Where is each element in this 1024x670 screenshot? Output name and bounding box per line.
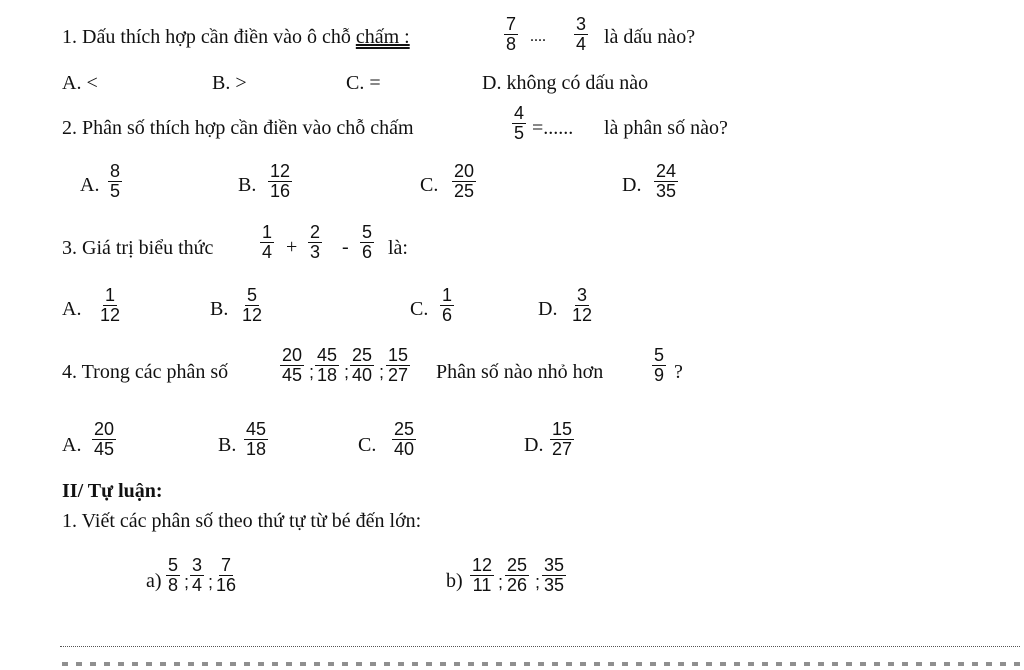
numerator: 20 [454,161,475,181]
q3-option-b-label[interactable]: B. [210,298,229,320]
q3-option-c-fraction[interactable] [440,286,454,325]
q4-option-b-fraction[interactable] [244,420,268,459]
q4-list-fraction-4 [386,346,410,385]
numerator: 45 [317,345,338,365]
denominator: 8 [506,34,517,54]
q1-option-b[interactable]: B. > [212,72,247,94]
q1-underlined-text: chấm : [355,26,410,48]
q4-separator: ; [344,362,350,382]
q2-option-b-fraction[interactable] [268,162,292,201]
question-3-prompt: 3. Giá trị biểu thức [62,237,214,259]
numerator: 25 [507,555,528,575]
q1-option-a[interactable]: A. < [62,72,98,94]
denominator: 4 [576,34,587,54]
q1-fraction-1 [504,15,518,54]
q3-tail: là: [388,237,408,259]
numerator: 2 [310,222,321,242]
part-a-fraction-1 [166,556,180,595]
numerator: 15 [388,345,409,365]
q4-compare-fraction [652,346,666,385]
q4-separator: ; [379,362,385,382]
denominator: 40 [352,365,373,385]
q4-option-d-fraction[interactable] [550,420,574,459]
denominator: 40 [394,439,415,459]
numerator: 25 [352,345,373,365]
numerator: 7 [221,555,232,575]
denominator: 45 [282,365,303,385]
numerator: 5 [362,222,373,242]
q1-option-d[interactable]: D. không có dấu nào [482,72,649,94]
q3-option-a-fraction[interactable] [98,286,122,325]
q3-fraction-3 [360,223,374,262]
q3-option-a-label[interactable]: A. [62,298,82,320]
q4-option-a-label[interactable]: A. [62,434,82,456]
q4-question-mark: ? [674,361,683,383]
numerator: 1 [262,222,273,242]
denominator: 9 [654,365,665,385]
part-a-separator: ; [208,572,214,592]
numerator: 12 [472,555,493,575]
denominator: 5 [514,123,525,143]
essay-question-1: 1. Viết các phân số theo thứ tự từ bé đến lớn: [62,510,422,532]
numerator: 8 [110,161,121,181]
q1-option-c[interactable]: C. = [346,72,381,94]
denominator: 27 [552,439,573,459]
numerator: 7 [506,14,517,34]
denominator: 25 [454,181,475,201]
part-a-fraction-3 [214,556,238,595]
question-1-prompt [62,26,410,49]
denominator: 4 [262,242,273,262]
denominator: 35 [544,575,565,595]
q2-option-d-label[interactable]: D. [622,174,642,196]
q1-text: 1. Dấu thích hợp cần điền vào ô chỗ [62,26,356,48]
numerator: 20 [94,419,115,439]
numerator: 5 [654,345,665,365]
q3-option-d-label[interactable]: D. [538,298,558,320]
numerator: 1 [105,285,116,305]
part-b-label: b) [446,570,463,592]
numerator: 5 [247,285,258,305]
q3-option-d-fraction[interactable] [570,286,594,325]
q4-option-d-label[interactable]: D. [524,434,544,456]
q1-tail: là dấu nào? [604,26,696,48]
numerator: 24 [656,161,677,181]
denominator: 16 [216,575,237,595]
part-a-fraction-2 [190,556,204,595]
part-b-separator: ; [498,572,504,592]
denominator: 6 [362,242,373,262]
denominator: 12 [100,305,121,325]
denominator: 16 [270,181,291,201]
part-a-separator: ; [184,572,190,592]
q4-option-a-fraction[interactable] [92,420,116,459]
part-b-separator: ; [535,572,541,592]
numerator: 20 [282,345,303,365]
q2-option-c-fraction[interactable] [452,162,476,201]
part-b-fraction-3 [542,556,566,595]
numerator: 45 [246,419,267,439]
section-heading: II/ Tự luận: [62,480,163,502]
denominator: 4 [192,575,203,595]
q4-middle-text: Phân số nào nhỏ hơn [436,361,604,383]
answer-dotted-line [60,646,1020,647]
denominator: 45 [94,439,115,459]
denominator: 35 [656,181,677,201]
q4-option-c-label[interactable]: C. [358,434,377,456]
q4-option-b-label[interactable]: B. [218,434,237,456]
q2-fraction [512,104,526,143]
q3-option-c-label[interactable]: C. [410,298,429,320]
denominator: 18 [246,439,267,459]
denominator: 27 [388,365,409,385]
numerator: 4 [514,103,525,123]
q4-list-fraction-3 [350,346,374,385]
q2-option-b-label[interactable]: B. [238,174,257,196]
question-2-prompt: 2. Phân số thích hợp cần điền vào chỗ chấm [62,117,414,139]
numerator: 35 [544,555,565,575]
denominator: 12 [572,305,593,325]
numerator: 25 [394,419,415,439]
q2-blank: =...... [532,117,574,139]
part-a-label: a) [146,570,162,592]
denominator: 11 [472,575,492,595]
denominator: 12 [242,305,263,325]
q4-list-fraction-2 [315,346,339,385]
q2-option-c-label[interactable]: C. [420,174,439,196]
numerator: 3 [192,555,203,575]
q3-plus: + [286,236,298,258]
part-b-fraction-1 [470,556,494,595]
denominator: 8 [168,575,179,595]
q3-option-b-fraction[interactable] [240,286,264,325]
q4-separator: ; [309,362,315,382]
q3-fraction-2 [308,223,322,262]
numerator: 5 [168,555,179,575]
q4-list-fraction-1 [280,346,304,385]
q1-fraction-2 [574,15,588,54]
q2-option-d-fraction[interactable] [654,162,678,201]
numerator: 15 [552,419,573,439]
q2-option-a-fraction[interactable] [108,162,122,201]
q2-tail: là phân số nào? [604,117,728,139]
question-4-prompt: 4. Trong các phân số [62,361,229,383]
q1-dots: .... [530,28,546,45]
denominator: 26 [507,575,528,595]
denominator: 5 [110,181,121,201]
numerator: 3 [576,14,587,34]
denominator: 18 [317,365,338,385]
numerator: 3 [577,285,588,305]
denominator: 6 [442,305,453,325]
answer-dotted-line-2 [62,662,1020,666]
numerator: 12 [270,161,291,181]
q2-option-a-label[interactable]: A. [80,174,100,196]
part-b-fraction-2 [505,556,529,595]
q3-fraction-1 [260,223,274,262]
q4-option-c-fraction[interactable] [392,420,416,459]
denominator: 3 [310,242,321,262]
q3-minus: - [342,236,349,258]
numerator: 1 [442,285,453,305]
